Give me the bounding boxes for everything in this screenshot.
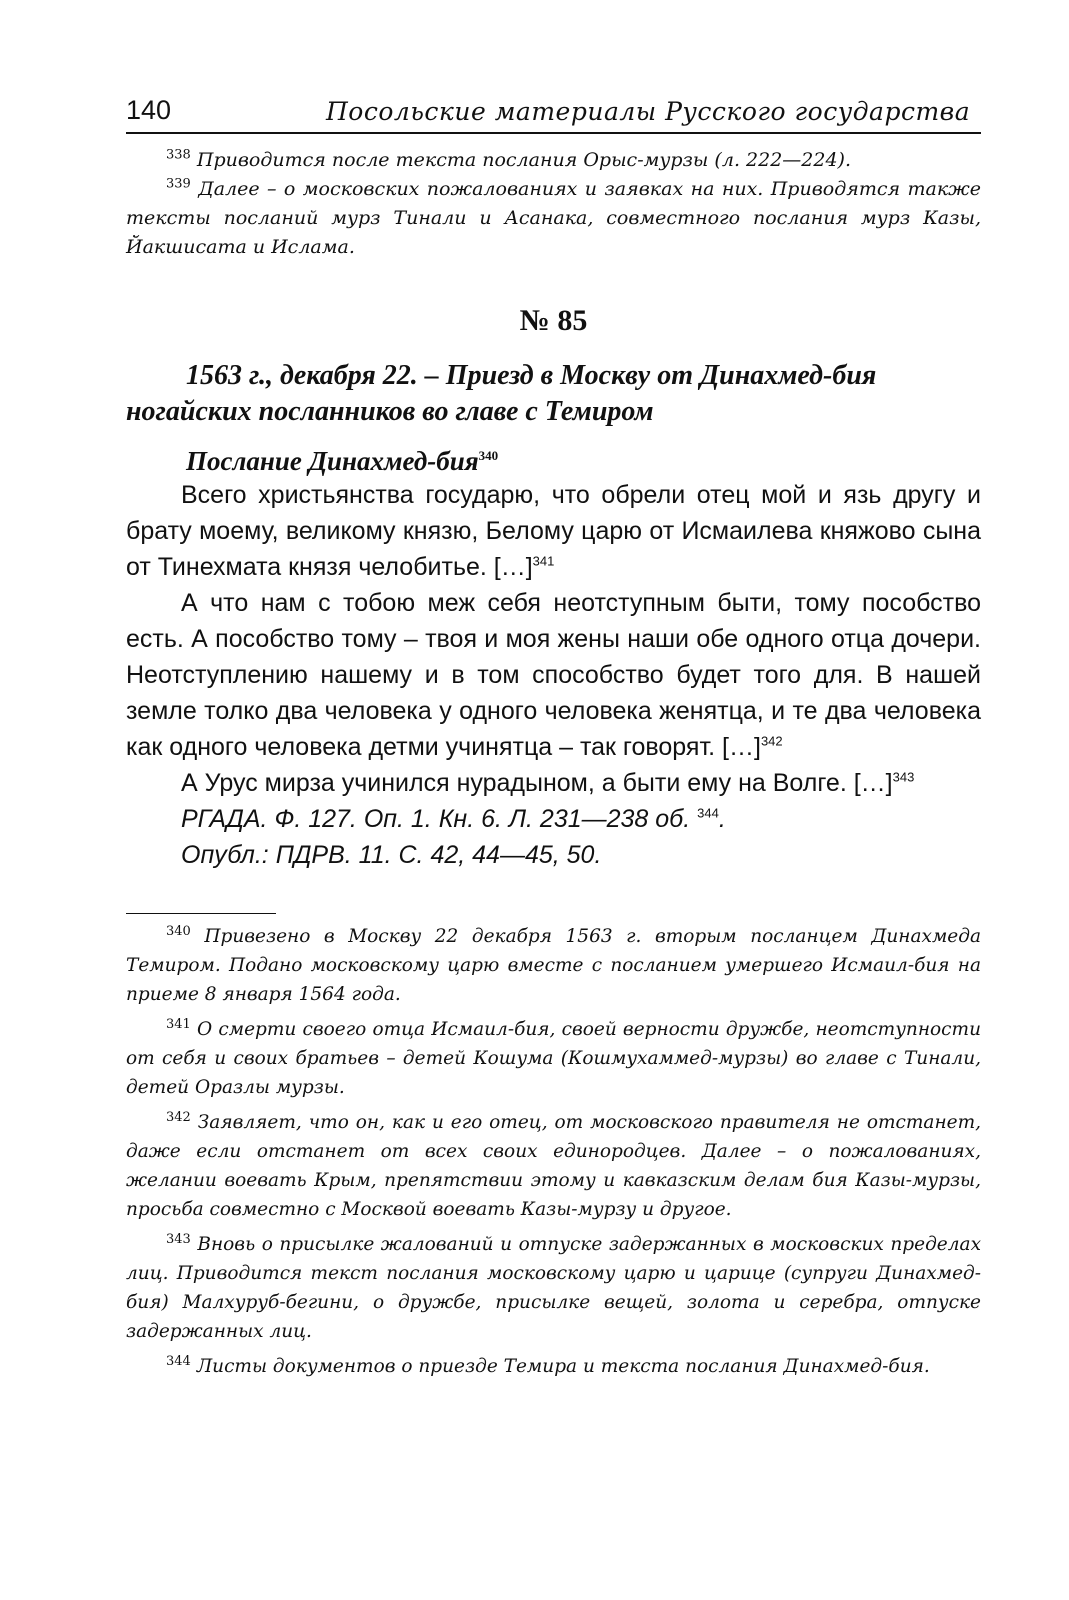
footnote-338 xyxy=(126,146,981,175)
top-footnotes xyxy=(126,146,981,262)
body-paragraph xyxy=(126,765,981,801)
footnote-number: 342 xyxy=(166,1109,191,1125)
paragraph-text: А что нам с тобою меж себя неотступным быти, тому пособство есть. А пособство тому – твоя и моя жены наши обе одного отца дочери. Неотступлению нашему и в том способство будет того для. В нашей земле толко два человека у одного человека женятца, и те два человека как одного человека детми учинятца – так говорят. […] xyxy=(126,589,981,761)
archive-reference xyxy=(181,801,981,837)
footnote-344 xyxy=(126,1352,981,1381)
footnote-divider xyxy=(126,913,276,914)
book-page xyxy=(126,86,981,1387)
footnote-number: 341 xyxy=(166,1016,191,1032)
footnote-ref: 343 xyxy=(892,769,915,785)
footnote-number: 340 xyxy=(166,923,191,939)
footnote-ref: 342 xyxy=(760,733,783,749)
footnote-number: 339 xyxy=(166,176,191,192)
body-paragraph xyxy=(126,585,981,765)
footnote-text: Привезено в Москву 22 декабря 1563 г. вторым посланцем Динахмеда Темиром. Подано московскому царю вместе с посланием умершего Исмаил-бия на приеме 8 января 1564 года. xyxy=(126,926,981,1005)
archive-end: . xyxy=(718,805,726,833)
archive-text: РГАДА. Ф. 127. Оп. 1. Кн. 6. Л. 231—238 об. xyxy=(181,805,691,833)
footnote-343 xyxy=(126,1230,981,1346)
footnote-text: Далее – о московских пожалованиях и заявках на них. Приводятся также тексты посланий мурз Тинали и Асанака, совместного послания мурз Казы, Йакшисата и Ислама. xyxy=(126,178,982,258)
document-body xyxy=(126,477,981,801)
footnote-339 xyxy=(126,175,981,262)
paragraph-text: Всего христьянства государю, что обрели отец мой и язь другу и брату моему, великому князю, Белому царю от Исмаилева княжово сына от Тинехмата князя челобитье. […] xyxy=(126,481,981,581)
footnote-342 xyxy=(126,1108,981,1224)
footnote-text: Заявляет, что он, как и его отец, от московского правителя не отстанет, даже если отстанет от всех своих единородцев. Далее – о пожалованиях, желании воевать Крым, препятствии этому и кавказским делам бия Казы-мурзы, просьба совместно с Москвой воевать Казы-мурзу и другое. xyxy=(126,1112,981,1220)
footnote-text: Вновь о присылке жалований и отпуске задержанных в московских пределах лиц. Приводится текст послания московскому царю и царице (супруги Динахмед-бия) Малхуруб-бегини, о дружбе, присылке вещей, золота и серебра, отпуске задержанных лиц. xyxy=(126,1234,981,1342)
page-number: 140 xyxy=(126,95,172,125)
document-number: № 85 xyxy=(519,304,588,337)
footnote-number: 338 xyxy=(166,147,191,163)
page-header xyxy=(126,86,981,134)
publication-reference: Опубл.: ПДРВ. 11. С. 42, 44—45, 50. xyxy=(181,841,602,869)
footnote-number: 343 xyxy=(166,1231,191,1247)
footnote-ref: 341 xyxy=(532,553,555,569)
paragraph-text: А Урус мирза учинился нурадыном, а быти ему на Волге. […] xyxy=(181,769,893,797)
footnote-ref: 340 xyxy=(478,448,499,463)
footnote-text: Листы документов о приезде Темира и текста послания Динахмед-бия. xyxy=(196,1356,930,1377)
body-paragraph xyxy=(126,477,981,585)
footnote-text: Приводится после текста послания Орыс-мурзы (л. 222—224). xyxy=(196,149,852,171)
bottom-footnotes xyxy=(126,922,981,1381)
footnote-ref: 344 xyxy=(697,805,719,821)
footnote-text: О смерти своего отца Исмаил-бия, своей верности дружбе, неотступности от себя и своих братьев – детей Кошума (Кошмухаммед-мурзы) во главе с Тинали, детей Оразлы мурзы. xyxy=(126,1019,981,1098)
footnote-number: 344 xyxy=(166,1353,191,1369)
document-subheading xyxy=(186,446,981,477)
footnote-340 xyxy=(126,922,981,1009)
document-title: 1563 г., декабря 22. – Приезд в Москву от Динахмед-бия ногайских посланников во главе с Темиром xyxy=(126,360,877,427)
running-title: Посольские материалы Русского государства xyxy=(326,97,971,126)
footnote-341 xyxy=(126,1015,981,1102)
subheading-text: Послание Динахмед-бия xyxy=(186,446,479,476)
